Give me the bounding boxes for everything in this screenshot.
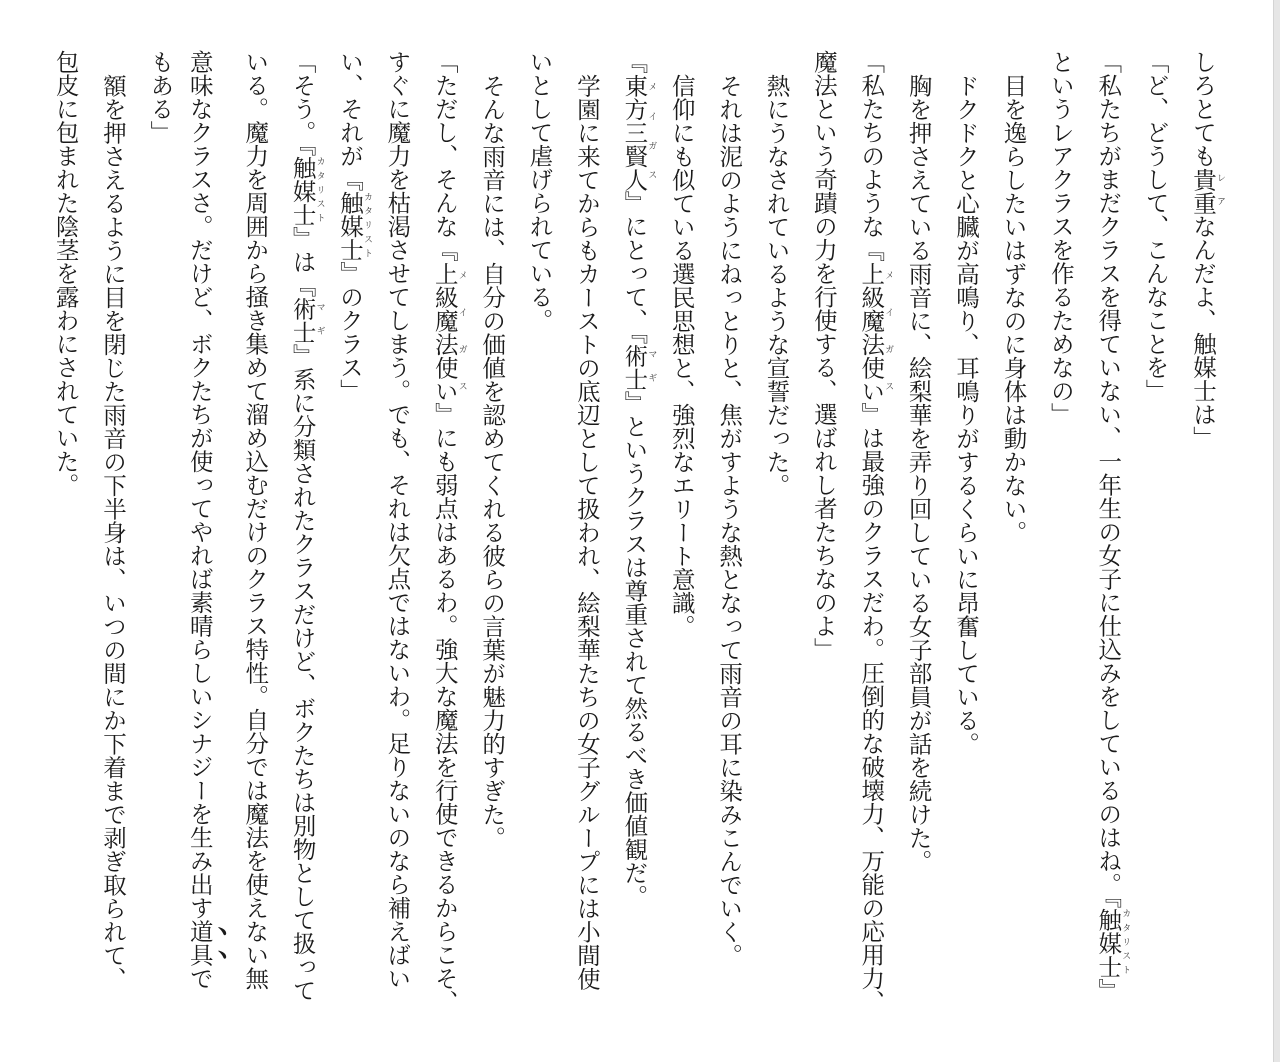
ruby-base: 貴重 [1189,167,1217,215]
text-column [799,50,846,1050]
text-run: 』のクラス」 [335,261,364,403]
ruby-base: 術士 [288,296,317,344]
text-run: 』は『 [288,226,317,297]
text-run: 「ただし、そんな『 [430,50,459,262]
text-run: 「私たちのような『 [857,50,886,262]
scrollbar-track[interactable] [1273,0,1280,1062]
text-column [41,50,88,1050]
text-run: 意味なクラスさ。だけど、ボクたちが使ってやれば素晴らしいシナジーを生み出す [185,50,214,920]
emphasis-dots-text: 道具 [185,919,214,967]
text-run: 熱にうなされているような宣誓だった。 [762,73,791,497]
text-column [515,50,562,1050]
text-column [89,50,136,1050]
ruby-base: 上級魔法使い [857,261,886,403]
ruby-annotated-term [1094,907,1131,979]
text-run: 目を逸らしたいはずなのに身体は動かない。 [999,73,1028,544]
ruby-annotated-term [620,343,657,391]
text-run: 』にも弱点はあるわ。強大な魔法を行使できるからこそ、 [430,402,459,1014]
text-run: 額を押さえるように目を閉じた雨音の下半身は、いつの間にか下着まで剥ぎ取られて、 [99,73,128,990]
text-run: で [185,966,214,990]
text-column [278,50,325,1050]
text-column [657,50,704,1050]
text-column [1179,50,1226,1050]
ruby-base: 東方三賢人 [620,73,649,191]
text-column [752,50,799,1050]
text-run: それは泥のようにねっとりと、焦がすような熱となって雨音の耳に染みこんでいく。 [715,73,744,967]
text-column [468,50,515,1050]
text-run: いとして虐げられている。 [525,50,554,332]
text-run: 信仰にも似ている選民思想と、強烈なエリート意識。 [667,73,696,638]
ruby-reading: レア [1215,167,1225,215]
text-run: 魔法という奇蹟の力を行使する、選ばれし者たちなのよ」 [809,50,838,661]
text-column [231,50,278,1050]
text-run: い、それが『 [335,50,364,191]
text-column [373,50,420,1050]
ruby-annotated-term [288,296,325,344]
text-column [1084,50,1131,1050]
ruby-base: 上級魔法使い [430,261,459,403]
text-column [563,50,610,1050]
ruby-reading: メイガス [456,261,467,403]
ruby-reading: メイガス [883,261,894,403]
text-run: 学園に来てからもカーストの底辺として扱われ、絵梨華たちの女子グループには小間使 [572,73,601,990]
ruby-base: 触媒士 [288,155,317,227]
text-column [705,50,752,1050]
ruby-reading: カタリスト [361,191,372,262]
ruby-reading: マギ [314,296,325,344]
text-column [610,50,657,1050]
text-run: 』系に分類されたクラスだけど、ボクたちは別物として扱って [288,343,317,1002]
text-column [420,50,467,1050]
text-run: 「そう。『 [288,50,317,156]
text-column [894,50,941,1050]
text-column [1131,50,1178,1050]
ruby-base: 触媒士 [1094,907,1123,979]
text-run: 「ど、どうして、こんなことを」 [1141,50,1170,403]
text-column [942,50,989,1050]
text-column [326,50,373,1050]
ruby-annotated-term [857,261,894,403]
ruby-annotated-term [620,73,657,192]
text-run: 』は最強のクラスだわ。圧倒的な破壊力、万能の応用力、 [857,402,886,1014]
text-run: 』にとって、『 [620,191,649,344]
text-run: 』というクラスは尊重されて然るべき価値観だ。 [620,390,649,908]
ruby-reading: マギ [646,343,657,391]
text-run: すぐに魔力を枯渇させてしまう。でも、それは欠点ではないわ。足りないのなら補えばい [383,50,412,990]
ruby-base: 触媒士 [335,191,364,262]
text-run: 『 [620,50,649,74]
text-column [183,50,230,1050]
text-column [1036,50,1083,1050]
text-column [847,50,894,1050]
ruby-base: 術士 [620,343,649,391]
text-run: 』 [1094,978,1123,1002]
text-run: というレアクラスを作るためなの」 [1046,50,1075,426]
ruby-reading: カタリスト [1120,907,1131,979]
text-run: しろとても [1189,50,1217,168]
text-run: 胸を押さえている雨音に、絵梨華を弄り回している女子部員が話を続けた。 [904,73,933,873]
text-run: なんだよ、触媒士は」 [1189,214,1217,450]
text-run: いる。魔力を周囲から掻き集めて溜め込むだけのクラス特性。自分では魔法を使えない無 [241,50,270,990]
ruby-annotated-term [335,191,372,262]
text-column [989,50,1036,1050]
ruby-reading: カタリスト [314,155,325,227]
vertical-text-body [41,50,1226,1050]
text-run: そんな雨音には、自分の価値を認めてくれる彼らの言葉が魅力的すぎた。 [478,73,507,849]
ruby-annotated-term [288,155,325,227]
text-run: ドクドクと心臓が高鳴り、耳鳴りがするくらいに昂奮している。 [952,73,981,755]
text-run: もある」 [146,50,175,144]
text-run: 包皮に包まれた陰茎を露わにされていた。 [51,50,80,497]
text-run: 「私たちがまだクラスを得ていない、一年生の女子に仕込みをしているのはね。『 [1094,50,1123,908]
ruby-reading: メイガス [646,73,657,191]
ruby-annotated-term [1189,167,1225,215]
ruby-annotated-term [430,261,467,403]
